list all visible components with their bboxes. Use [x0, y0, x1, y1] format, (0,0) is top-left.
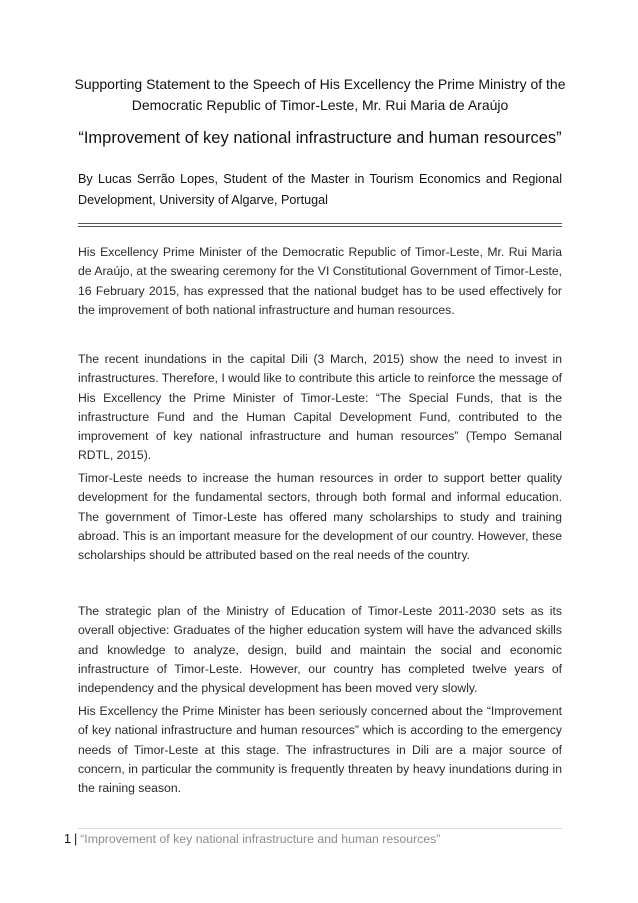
- paragraph-2: The recent inundations in the capital Dili (3 March, 2015) show the need to invest in infrastructures. Therefore, I would like to contribute this article to reinforce the message of His Excellency the Prime Minister of Timor-Leste: “The Special Funds, that is the infrastructure Fund and the Human Capital Development Fund, contributed to the improvement of key national infrastructure and human resources” (Tempo Semanal RDTL, 2015).: [78, 352, 562, 463]
- paragraph-5: His Excellency the Prime Minister has been seriously concerned about the “Improvement of key national infrastructure and human resources” which is according to the emergency needs of Timor-Leste at this stage. The infrastructures in Dili are a major source of concern, in particular the community is frequently threaten by heavy inundations during in the raining season.: [78, 704, 562, 796]
- document-subtitle: “Improvement of key national infrastructure and human resources”: [78, 129, 562, 147]
- footer-divider: [78, 828, 562, 829]
- author-byline: By Lucas Serrão Lopes, Student of the Master in Tourism Economics and Regional Development, University of Algarve, Portugal: [78, 172, 562, 207]
- paragraph-4: The strategic plan of the Ministry of Education of Timor-Leste 2011-2030 sets as its overall objective: Graduates of the higher education system will have the advanced skills and knowledge to analyze, design, build and maintain the social and economic infrastructure of Timor-Leste. However, our country has completed twelve years of independency and the physical development has been moved very slowly.: [78, 604, 562, 696]
- running-title: “Improvement of key national infrastructure and human resources”: [80, 832, 441, 846]
- paragraph-1: His Excellency Prime Minister of the Democratic Republic of Timor-Leste, Mr. Rui Maria de Araújo, at the swearing ceremony for the VI Constitutional Government of Timor-Leste, 16 February 2015, has expressed that the national budget has to be used effectively for the improvement of both national infrastructure and human resources.: [78, 245, 562, 317]
- page-number: 1: [64, 832, 71, 846]
- footer-separator: |: [73, 832, 78, 846]
- document-title: Supporting Statement to the Speech of His Excellency the Prime Ministry of the Democratic Republic of Timor-Leste, Mr. Rui Maria de Araújo: [74, 76, 566, 113]
- page-footer: [64, 832, 440, 846]
- paragraph-3: Timor-Leste needs to increase the human resources in order to support better quality development for the fundamental sectors, through both formal and informal education. The government of Timor-Leste has offered many scholarships to study and training abroad. This is an important measure for the development of our country. However, these scholarships should be attributed based on the real needs of the country.: [78, 471, 562, 563]
- header-divider: [78, 223, 562, 227]
